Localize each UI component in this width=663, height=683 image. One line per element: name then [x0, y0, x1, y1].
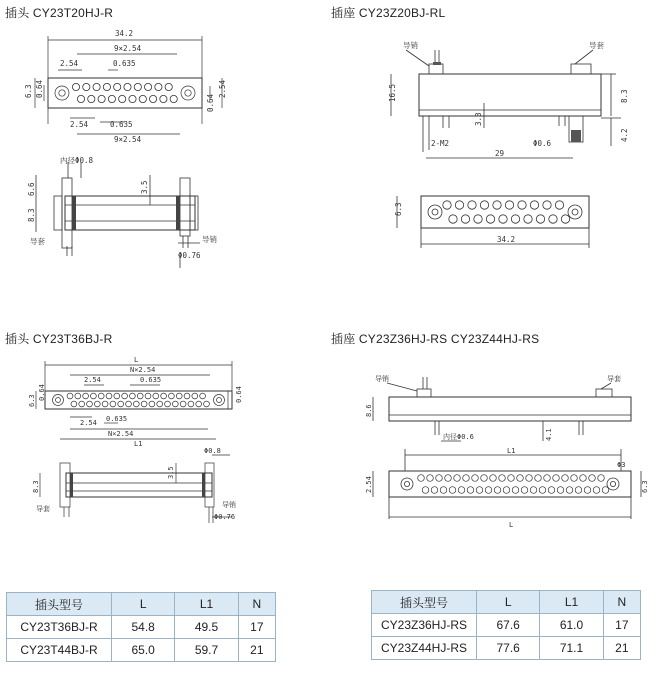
pin-hole [562, 475, 569, 482]
pin-hole [124, 83, 131, 90]
dim-socket36-mount-dia: Φ3 [617, 461, 626, 469]
title-socket-cy23z20bj: 插座 CY23Z20BJ-RL [331, 6, 446, 20]
pin-hole [536, 215, 544, 223]
pin-hole [103, 83, 110, 90]
table-cell-model: CY23Z44HJ-RS [372, 637, 477, 660]
pin-hole [188, 401, 194, 407]
table-cell-N: 17 [603, 614, 640, 637]
table-cell-N: 21 [238, 639, 275, 662]
dim-socket36-side: 8.6 [365, 404, 373, 417]
table-header-model: 插头型号 [372, 591, 477, 614]
pin-hole [499, 475, 506, 482]
table-row [7, 639, 276, 662]
dim-half-height-label: 0.64 [35, 79, 44, 98]
pin-hole [561, 215, 569, 223]
dim-right-half-height-label: 0.64 [206, 93, 215, 112]
pin-hole [93, 83, 100, 90]
pin-hole [67, 393, 73, 399]
dim-row-offset-bottom-label: 0.635 [110, 120, 133, 129]
pin-hole [493, 201, 501, 209]
pin-hole [88, 95, 95, 102]
pin-hole [490, 475, 497, 482]
pin-hole [134, 83, 141, 90]
pin-hole [539, 487, 546, 494]
pin-holes-socket-36 [418, 475, 609, 494]
dim-socket-bottom-height: 6.3 [394, 202, 403, 216]
pin-hole [494, 487, 501, 494]
pin-hole [98, 95, 105, 102]
pin-hole [427, 475, 434, 482]
pin-hole [102, 401, 108, 407]
pin-hole [418, 475, 425, 482]
dim-plug36-L1: L1 [134, 440, 143, 448]
pin-hole [75, 393, 81, 399]
pin-hole [440, 487, 447, 494]
table-header-N: N [603, 591, 640, 614]
table-cell-L: 67.6 [477, 614, 540, 637]
dim-plug36-height: 6.3 [28, 394, 36, 407]
title-socket-cy23z36hj: 插座 CY23Z36HJ-RS CY23Z44HJ-RS [331, 332, 540, 346]
pin-hole [72, 83, 79, 90]
pin-hole [602, 487, 609, 494]
table-cell-L: 54.8 [112, 616, 175, 639]
pin-hole [454, 475, 461, 482]
pin-hole [575, 487, 582, 494]
pin-hole [98, 393, 104, 399]
dim-socket-mid: 3.3 [474, 112, 483, 126]
pin-hole [114, 393, 120, 399]
dim-plug36-side-height: 8.3 [32, 480, 40, 493]
pin-hole [94, 401, 100, 407]
table-header-L: L [112, 593, 175, 616]
pin-hole [521, 487, 528, 494]
pin-hole [196, 401, 202, 407]
pin-hole [129, 95, 136, 102]
pin-hole [150, 95, 157, 102]
pin-hole [83, 393, 89, 399]
dim-plug36-L: L [134, 356, 139, 364]
pin-hole [455, 201, 463, 209]
pin-hole [165, 83, 172, 90]
pin-hole [468, 201, 476, 209]
dim-socket-length: 29 [495, 149, 505, 158]
dim-socket36-height: 6.3 [641, 480, 649, 493]
pin-hole [524, 215, 532, 223]
dim-socket36-L1: L1 [507, 447, 516, 455]
pin-hole [79, 401, 85, 407]
table-cell-model: CY23T36BJ-R [7, 616, 112, 639]
pin-hole [593, 487, 600, 494]
pin-hole [486, 215, 494, 223]
dim-plug36-pitch: 2.54 [84, 376, 101, 384]
dim-pitch-label: 2.54 [60, 59, 79, 68]
title-plug-cy23t36bj: 插头 CY23T36BJ-R [5, 332, 113, 346]
table-cell-N: 17 [238, 616, 275, 639]
table-header-L1: L1 [540, 591, 603, 614]
drawing-socket-36-views [331, 345, 663, 535]
pin-hole [584, 487, 591, 494]
pin-hole [77, 95, 84, 102]
pin-hole [530, 487, 537, 494]
dim-socket36-hole: 内径Φ0.6 [443, 433, 474, 441]
table-cell-L1: 59.7 [175, 639, 238, 662]
dim-width-label: 34.2 [115, 29, 134, 38]
pin-hole [566, 487, 573, 494]
dim-height-label: 6.3 [24, 84, 33, 98]
pin-hole [518, 201, 526, 209]
label-guide-pin: 导销 [202, 235, 217, 244]
pin-hole [126, 401, 132, 407]
spec-table-socket [371, 590, 641, 660]
pin-hole [108, 95, 115, 102]
pin-hole [449, 215, 457, 223]
pin-hole [443, 201, 451, 209]
dim-socket36-L: L [509, 521, 514, 529]
pin-hole [499, 215, 507, 223]
pin-hole [149, 401, 155, 407]
pin-hole [145, 83, 152, 90]
label-plug36-top-dia: Φ0.8 [204, 447, 221, 455]
label-inner-dia: 内径Φ0.8 [60, 156, 94, 165]
pin-hole [472, 475, 479, 482]
label-plug36-guide-pin: 导销 [222, 501, 236, 509]
pin-hole [119, 95, 126, 102]
pin-hole [122, 393, 128, 399]
pin-hole [184, 393, 190, 399]
dim-socket-tail: 4.2 [620, 128, 629, 142]
pin-hole [204, 401, 210, 407]
pin-hole [476, 487, 483, 494]
pin-hole [165, 401, 171, 407]
table-cell-L1: 49.5 [175, 616, 238, 639]
dim-socket-width: 34.2 [497, 235, 516, 244]
pin-hole [580, 475, 587, 482]
dim-mid-height-label: 3.5 [140, 180, 149, 194]
dim-pitch-total-label: 9×2.54 [114, 44, 142, 53]
dim-socket-hole: Φ0.6 [533, 139, 552, 148]
pin-hole [517, 475, 524, 482]
dim-top-height-label: 6.6 [27, 182, 36, 196]
label-socket36-guide-pin: 导销 [375, 375, 389, 383]
pin-hole [526, 475, 533, 482]
dim-row-offset-label: 0.635 [113, 59, 136, 68]
pin-hole [535, 475, 542, 482]
pin-hole [172, 401, 178, 407]
pin-hole [598, 475, 605, 482]
table-cell-L1: 71.1 [540, 637, 603, 660]
dim-plug36-bottom-pitch-total: N×2.54 [108, 430, 134, 438]
dim-plug36-row-offset: 0.635 [140, 376, 162, 384]
pin-hole [87, 401, 93, 407]
dim-socket36-pitch: 2.54 [365, 476, 373, 493]
pin-hole [449, 487, 456, 494]
pin-hole [530, 201, 538, 209]
pin-hole [557, 487, 564, 494]
pin-hole [200, 393, 206, 399]
pin-hole [106, 393, 112, 399]
pin-hole [543, 201, 551, 209]
pin-hole [161, 393, 167, 399]
label-plug36-guide-sleeve: 导套 [36, 505, 50, 513]
pin-hole [157, 401, 163, 407]
label-guide-pin-socket: 导销 [403, 41, 418, 50]
pin-hole [170, 95, 177, 102]
table-cell-model: CY23T44BJ-R [7, 639, 112, 662]
dim-plug36-pitch-bottom: 2.54 [80, 419, 97, 427]
pin-hole [549, 215, 557, 223]
pin-hole [485, 487, 492, 494]
table-header-L1: L1 [175, 593, 238, 616]
drawing-plug-top-view [0, 0, 330, 330]
pin-hole [141, 401, 147, 407]
pin-hole [555, 201, 563, 209]
table-row [372, 614, 641, 637]
title-plug-cy23t20hj: 插头 CY23T20HJ-R [5, 6, 114, 20]
table-cell-N: 21 [603, 637, 640, 660]
table-cell-L: 77.6 [477, 637, 540, 660]
table-header-L: L [477, 591, 540, 614]
pin-hole [118, 401, 124, 407]
label-socket36-guide-sleeve: 导套 [607, 375, 621, 383]
table-row [372, 637, 641, 660]
pin-hole [544, 475, 551, 482]
pin-hole [481, 475, 488, 482]
dim-socket-height: 16.5 [388, 83, 397, 102]
table-header-N: N [238, 593, 275, 616]
pin-hole [505, 201, 513, 209]
pin-hole [176, 393, 182, 399]
pin-hole [114, 83, 121, 90]
pin-hole [133, 401, 139, 407]
pin-hole [467, 487, 474, 494]
pin-hole [139, 95, 146, 102]
drawing-plug-side-view [36, 162, 200, 268]
dim-socket-thread: 2-M2 [431, 139, 450, 148]
table-cell-L1: 61.0 [540, 614, 603, 637]
pin-hole [436, 475, 443, 482]
pin-hole [180, 401, 186, 407]
dim-plug36-row-offset-bottom: 0.635 [106, 415, 128, 423]
table-cell-L: 65.0 [112, 639, 175, 662]
dim-plug36-mid-height: 3.5 [167, 466, 175, 479]
pin-hole [160, 95, 167, 102]
pin-hole [480, 201, 488, 209]
pin-hole [445, 475, 452, 482]
drawing-plug-36-top-view [0, 345, 330, 535]
dim-socket-side: 8.3 [620, 89, 629, 103]
dim-pitch-bottom-label: 2.54 [70, 120, 89, 129]
pin-hole [553, 475, 560, 482]
pin-hole [137, 393, 143, 399]
pin-hole [153, 393, 159, 399]
pin-hole [192, 393, 198, 399]
table-row [7, 616, 276, 639]
pin-hole [463, 475, 470, 482]
pin-hole [461, 215, 469, 223]
dim-row-pitch-label: 2.54 [218, 79, 227, 98]
dim-bottom-pitch-total-label: 9×2.54 [114, 135, 142, 144]
pin-hole [503, 487, 510, 494]
pin-hole [71, 401, 77, 407]
drawing-socket-side-view [331, 0, 663, 330]
dim-plug36-right-half-height: 0.64 [235, 386, 243, 403]
dim-plug36-pitch-total: N×2.54 [130, 366, 156, 374]
pin-hole [110, 401, 116, 407]
pin-hole [571, 475, 578, 482]
label-pin-dia: Φ0.76 [178, 251, 201, 260]
pin-hole [83, 83, 90, 90]
label-plug36-pin-dia: Φ0.76 [214, 513, 236, 521]
label-guide-sleeve-socket: 导套 [589, 41, 604, 50]
pin-hole [431, 487, 438, 494]
dim-side-height-label: 8.3 [27, 208, 36, 222]
pin-hole [589, 475, 596, 482]
dim-plug36-half-height: 0.64 [38, 384, 46, 401]
table-cell-model: CY23Z36HJ-RS [372, 614, 477, 637]
pin-hole [145, 393, 151, 399]
pin-hole [548, 487, 555, 494]
pin-hole [458, 487, 465, 494]
pin-hole [422, 487, 429, 494]
pin-hole [130, 393, 136, 399]
dim-socket36-mid: 4.1 [545, 428, 553, 441]
pin-hole [91, 393, 97, 399]
pin-hole [508, 475, 515, 482]
spec-table-plug [6, 592, 276, 662]
pin-hole [512, 487, 519, 494]
pin-hole [511, 215, 519, 223]
pin-holes-socket [443, 201, 570, 223]
pin-hole [155, 83, 162, 90]
pin-hole [169, 393, 175, 399]
label-guide-sleeve: 导套 [30, 237, 45, 246]
pin-hole [474, 215, 482, 223]
table-header-model: 插头型号 [7, 593, 112, 616]
